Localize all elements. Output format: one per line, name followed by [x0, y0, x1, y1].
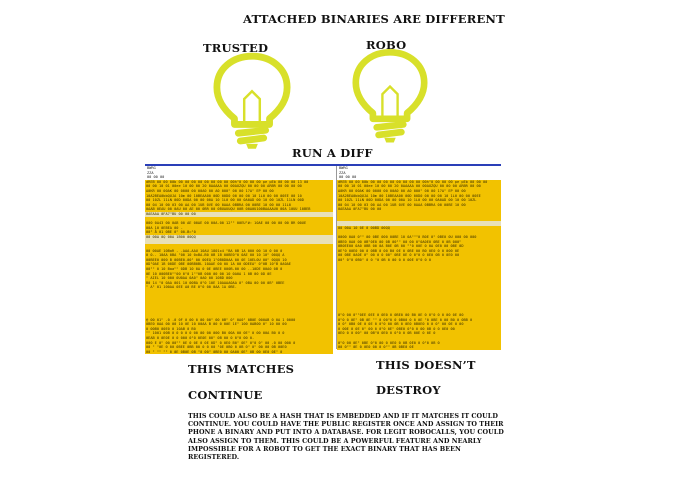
diff-pane-robo: [336, 166, 501, 349]
robo-label: ROBO: [366, 38, 407, 52]
diff-line: 0D"0AE 1B 00DE 0BE 00BB0BL 10AAE 00 0U 1A 00 0DEEA" 0"0B 10"B 0A0AE: [146, 262, 291, 267]
diff-line: 000 E 0" 00 00"" 0E 0 0E 0 0E 0D" 0 0E0 B0" 0E" 0"0 0" 00 .0 00 000 0: [146, 340, 296, 345]
diff-line: @ 00 01" .0 .0 0F 0 00 0 00 00" 00 0B" 0" 0A0" 0B0E 000AB 0 0A 1 0000: [146, 317, 296, 322]
diff-line: 00"" 0 10 Baa"" 0DB 10 0A 0 0E 0BEE 000B-00 00 ..10DE 00A0 0B 0: [146, 267, 283, 272]
diff-line: 00 10ZL 11LN 00D 00DA 00 00 00A 10 1L0 00 00 0A0AD 00 10 00 10ZL: [338, 198, 477, 203]
diff-line: 0"0 00 0""0EE 0EE 0 0E0 0 0BE0 00 B0 0E 0 0"0 0 0 00 0E 00: [338, 313, 464, 317]
diff-line: A0KR 00 00AK 00 0000 00 00A0 00 A0 000" 00 00 1?A" EP 00 00: [338, 188, 466, 193]
diff-line: 00 00AE 10BaR - .AAA-AAU 10AU 1801x4 "BA 0B 1A 000 00 10 0 00 0: [146, 248, 283, 253]
diff-line: 0000 0A0 0"" 00 0BE 000 00BE 10 0A"""0 B0E 0" 0BE0 0U 000 00 000: [338, 234, 477, 239]
lightbulb-icon: [352, 48, 428, 144]
diff-line: 00 10ZL 11LN 00D 00DA 00 00 00A 10 1L0 00 00 0A0AD 00 10 00 10ZL 11LN 00D: [146, 198, 304, 203]
diff-line: 10A2BEA0bbQUJA 10m 00 10BEAA00 00D 00D0 00 00 00 10 1L0 00 00 00EE: [338, 193, 481, 198]
diff-line: 00 0BE 0A0E 0" 00 0 0 00" 0BE 0E 0 0"0 0 0E0 0B 0 0E0 00: [338, 253, 460, 258]
diff-line: 0E"0 00E0 00 0 0BB 0 00 B0 0E 0 0BE 00 B0 0E0 0 0 000 0E: [338, 248, 460, 253]
this-matches-label: THIS MATCHES: [188, 362, 295, 376]
diff-line: 00 " "" "" 0 0E 0B0E 0B "0 00" 0BE0 00 0A00 0E" 0B 00 0E0 0E" 0: [146, 349, 283, 354]
diff-line: BWRG: [147, 166, 156, 170]
diff-line: 0 0" 0B0 0E 0 0E 0 0"0 00 0B 0 0E0 0B0E0 0 0 0" 00 0E 0 00: [338, 322, 464, 327]
diff-pane-trusted: [145, 166, 333, 354]
diff-line: 00BEE0 000 B 00BE0.00" 00 00EQ 1"0B0D0AA 00 0E 10EL0U 00" 0QQU 10: [146, 257, 287, 262]
diff-line: 00" 0"0 0B0" 0 0 "0 0B 0 00 0 0 00E 0"0 0 0: [338, 257, 432, 262]
diff-line: ZZA: [147, 170, 154, 175]
diff-line: 00 04 10 00 03 00 AA 00 1UB 0VE 00 0AAA 0BBRA 00 00BE 10 00: [338, 202, 466, 207]
diff-line: 10A2BEA0bbQUJA 10m 00 10BEAA00 00D 00D0 00 00 00 10 1L0 00 00 00EE 00 10: [146, 193, 302, 198]
diff-line: 00 00 00: [339, 175, 357, 180]
destroy-label: DESTROY: [376, 383, 441, 397]
diff-line: 0E0 0 0 00" 00 0B"0 0E0 0 0"0 0 0B 00E 0 0E 0: [338, 331, 436, 336]
diff-line: 0 00E 0 0E 0" 00 0 0"0 0E" 0BE0 0"0 0 00 0B 0 0 0E0 00: [338, 326, 455, 331]
lightbulb-icon: [213, 52, 291, 150]
diff-line: 0AEAAA 0FA7"BU 00 00: [338, 207, 382, 212]
diff-line: 0BE0 0A0 00 0B"0E0 00 0B 00"" 00 00 0"0A0E0 0BE 0 0B 000": [338, 239, 462, 244]
diff-line: 00 00A 10 0E 0 00BD 00QQ: [338, 225, 390, 230]
diff-line: "" 1001 00B 0 0 0 0 0 00 00 00 000 B0 00A 00 0E" 0 00 00A B0 0 0: [146, 331, 285, 336]
diff-line: 0AAB 0EAU 00 0AU 00 AE 00 0BR 00 0BUAUUQU 00B 00A0U100BAAAAU0 00A 10UU 10BEB: [146, 207, 311, 212]
diff-line: 000 0A43 00 0AB 00 AE 00AE 00 00A-00 12"" 00EU"#: 10AE 00 00 00 00 BR 00UE: [146, 221, 307, 226]
binary-diff-panel: [145, 164, 501, 354]
explanation-text: THIS COULD ALSO BE A HASH THAT IS EMBEDDED AND IF IT MATCHES IT COULD CONTINUE. YOU COULD HAVE THE PUBLIC REGISTER ONCE AND ASSIGN TO THEIR PHONE A BINARY AND PUT INTO A DATABASE. FOR LEGIT ROBOCALLS, YOU COULD ALSO ASSIGN TO THEM. THIS COULD BE A POWERFUL FEATURE AND NEARLY IMPOSSIBLE FOR A ROBOT TO GET THE EXACT BINARY THAT HAS BEEN REGISTERED.: [188, 412, 504, 462]
diff-line: BWRG: [339, 166, 348, 170]
diff-line: 0BE0 0AA 00 00 10 0E 10 00AA B 00 0 00E 1E" 100 0AB00 0" 10 00 00: [146, 322, 287, 327]
diff-line: 0AEAAA 0FA7"BU 00 00 00: [145, 212, 333, 217]
diff-line: B0 14 "0 0AA 001 10 00BA 0"0 10E 10AAAA0AA 0" 0BA 00 00 0B" 0BEE: [146, 280, 285, 285]
diff-line: 0"0 0 0E" 0B 0E "" 0 00"0 0 0B00 0 0 0E "0 0BE 0 00 B0 0 0BB 0: [338, 317, 473, 322]
trusted-label: TRUSTED: [203, 41, 269, 55]
diagram-title: ATTACHED BINARIES ARE DIFFERENT: [243, 12, 505, 26]
diff-line: 0"0 00 0E" 0BE 0"0 00 0 0E0 0 0B 0E0 0 0"0 0B 0: [338, 340, 440, 345]
diff-line: 00" Å 01 0BE 0" 00-B="0: [146, 230, 196, 235]
diff-line: 00A 10 0EBEA 00 -: [146, 225, 183, 230]
diff-line: " A" 01 100AA 0EE A0 BE 0"0 00 0AA 1A 0BE.: [146, 285, 237, 290]
diff-line: 0B0EE00 0A0 0BB 00 0A B0E 0B 00 ""0 00E 0 0A 0E0 00 0BE 0D: [338, 244, 464, 249]
diff-line: 00 0"" 0E 0 0E0 00 0 0"" 0B 0BE0 0E: [338, 345, 414, 350]
run-diff-label: RUN A DIFF: [292, 146, 373, 160]
diff-line: 00 04 10 00 03 00 AA 00 1UB 0VE 00 0AAA 0BBRA 00 00BE 10 00 00 11L0: [146, 202, 291, 207]
this-doesnt-label: THIS DOESN’T: [376, 358, 476, 372]
diff-line: 0 00B0 00E0 0 10AB 0 B0: [146, 326, 196, 331]
diff-line: A0KR 00 00AK 00 0000 00 00A0 00 A0 000" 00 00 1?A" EP 00 00: [146, 188, 274, 193]
diff-line: 0 0.. 10AA 0BA "00 10 0xBA-B0 0B 1B 00BE0"0 0AE 00 10 10" 00QQ A: [146, 253, 285, 258]
diff-line: 00 00 10 01 00ee 10 00 00 20 0AAAAA 00 00AUZQU 00 00 00 ARBR 00 00: [338, 184, 481, 189]
diff-line: 00 00A 0Q 00A 1B00 00QQ: [145, 235, 333, 240]
diff-line: dREB 00 00 00b 00 00 00 00 00 00 00 00 00h"0 00 00 00 pe pEb 00 00 00 13 00: [146, 179, 309, 184]
continue-label: CONTINUE: [188, 388, 263, 402]
diff-line: " AIEL 10 000 0U0AA 0A0" 0A0 00 10BD 000: [146, 276, 233, 281]
diff-line: 0E 10 000BE0""00 0"0 1""0B 000 00 00 10 0A0A 1 0B 00 0D 0E: [146, 271, 272, 276]
diff-line: dREB 00 00 00b 00 00 00 00 00 00 00 00 00h"0 00 00 00 pe pEb 00 00 00: [338, 179, 488, 184]
diff-line: ZZA: [339, 170, 346, 175]
diff-line: 0EAB 0 0E0E 0 0 000 0"0 0E0E 00" 0B 00 0 0"0 00 0.: [146, 335, 255, 340]
diff-line: 00 " "0E 0 00 0BEE 0BB 00 0 0 00 "0E 0B0 0 0B 0" 0" 00 00 0B 00E0: [146, 345, 287, 350]
diff-line: 00 00 10 01 00ee 10 00 00 20 0AAAAA 00 00AUZQU 00 00 00 ARBR 00 00 00 00: [146, 184, 302, 189]
diff-line: 00 00 00: [147, 175, 165, 180]
